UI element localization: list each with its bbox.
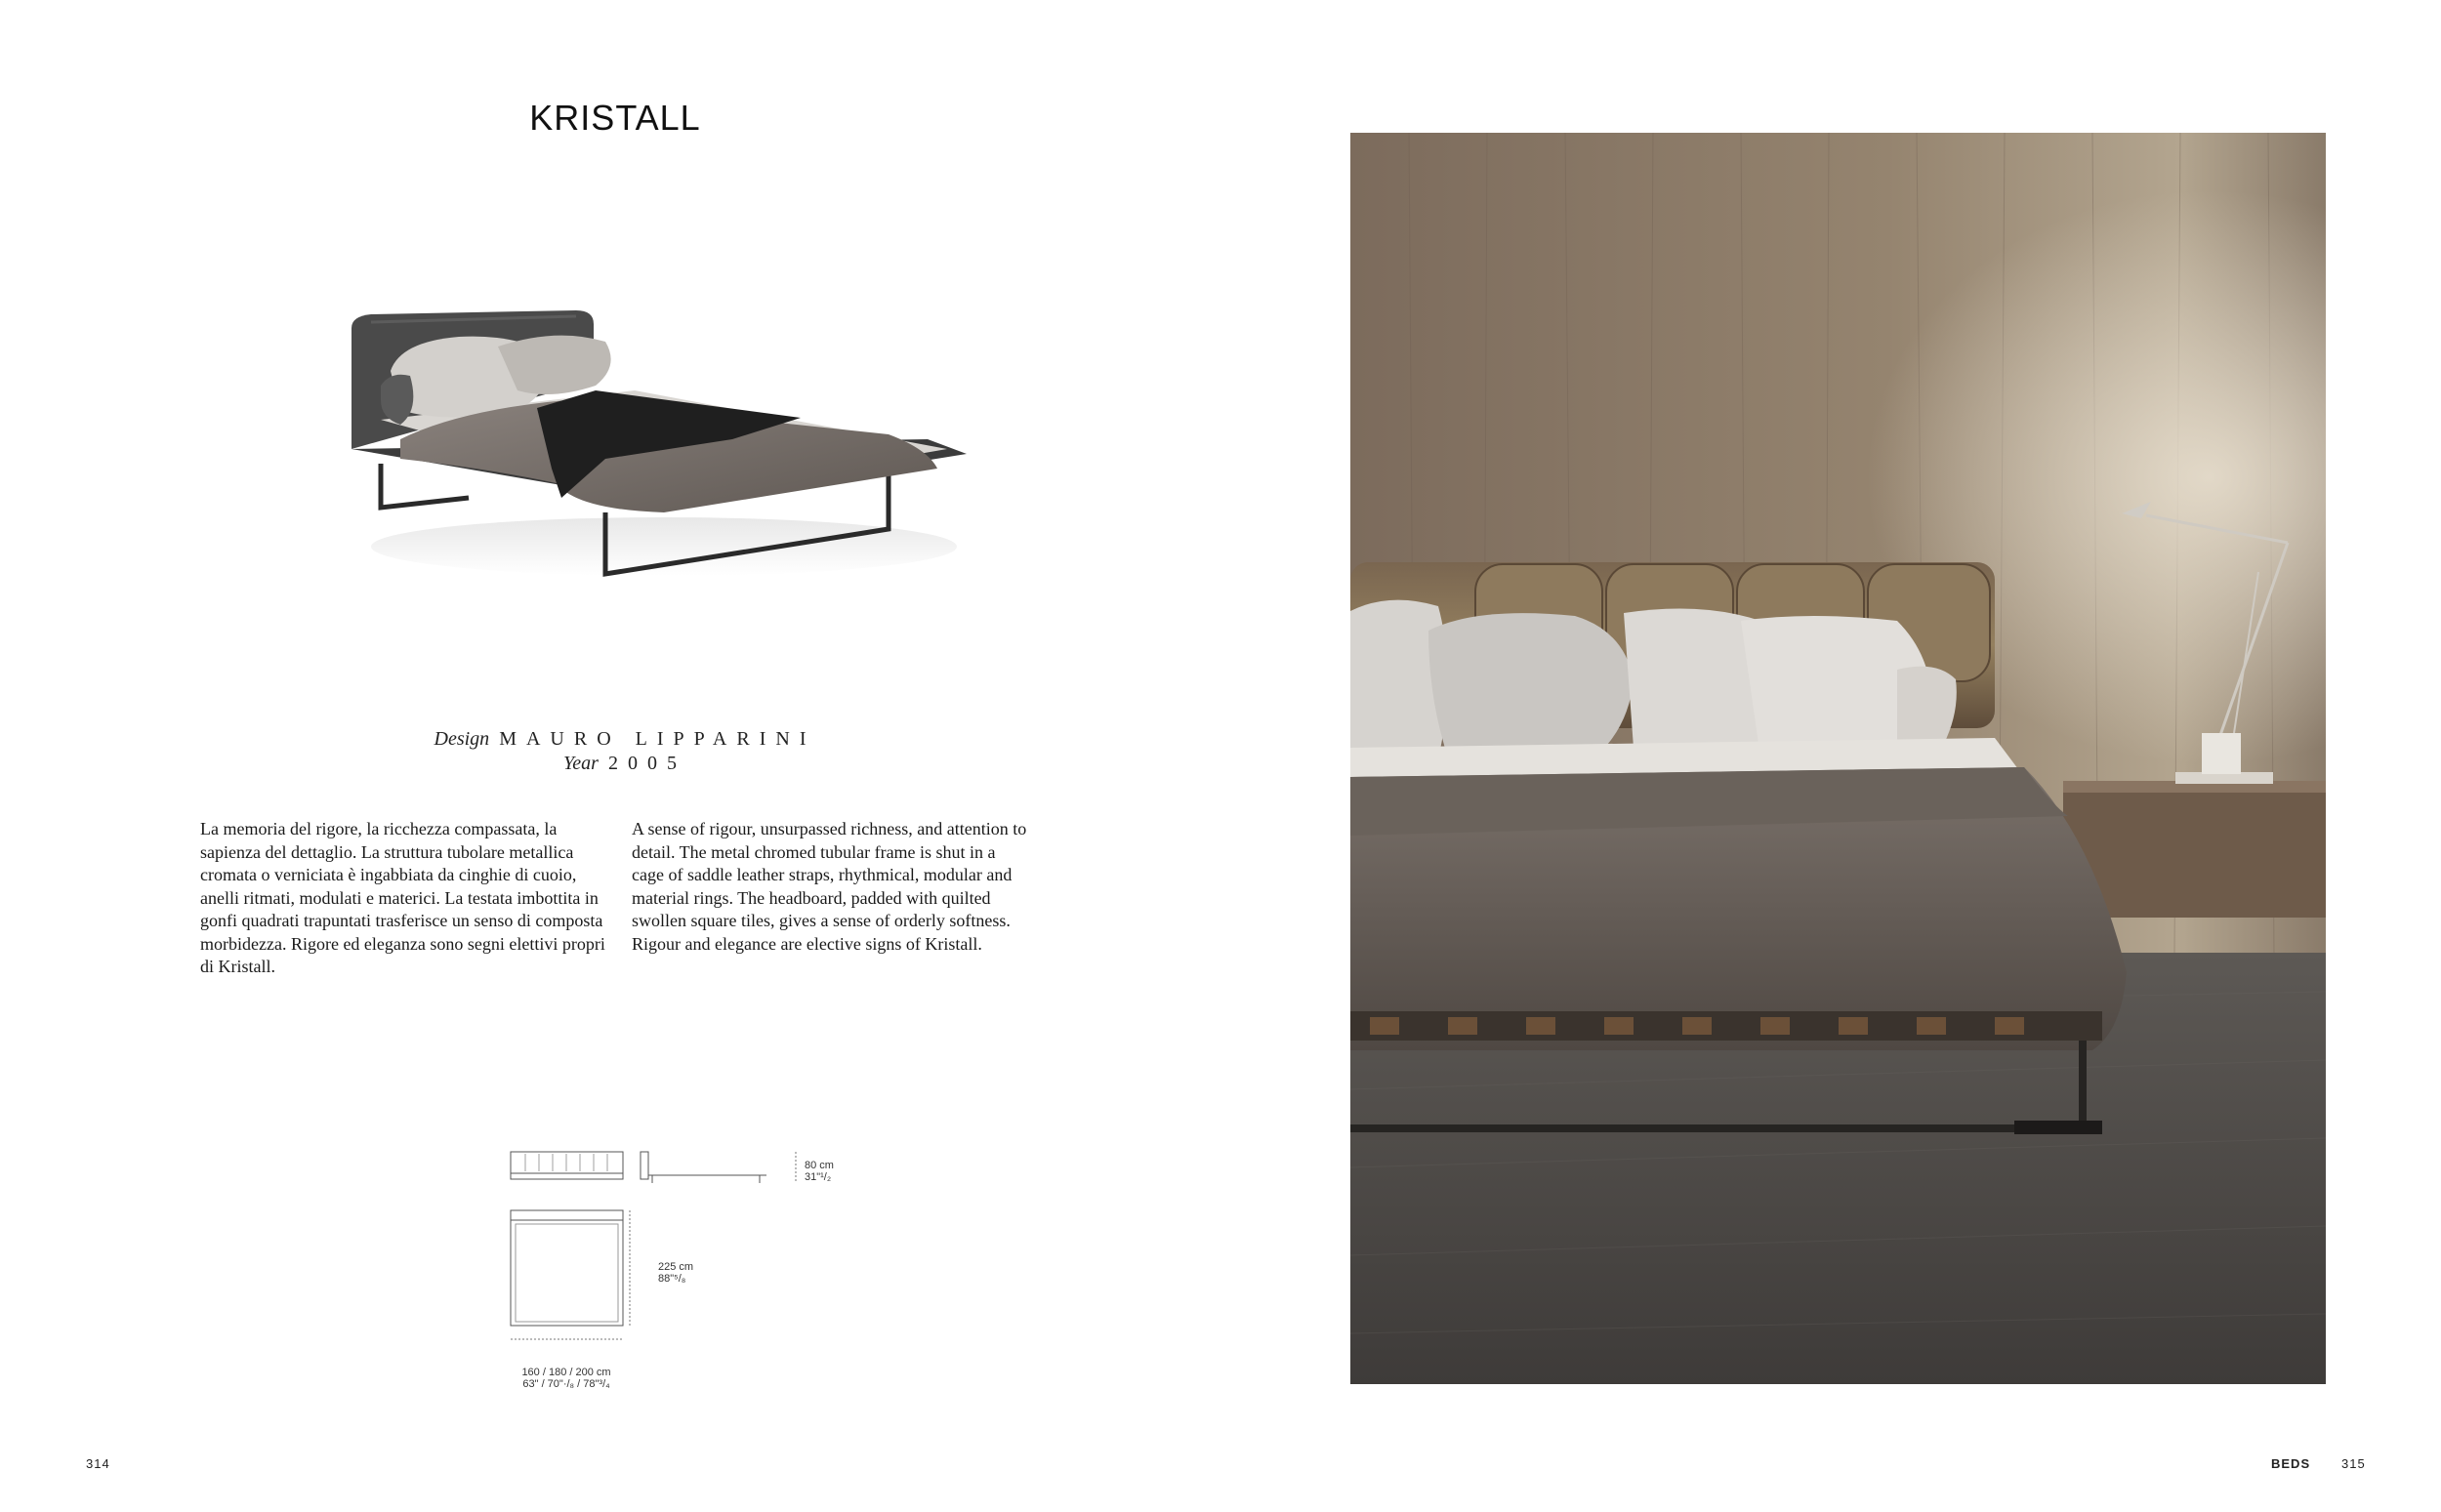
height-cm: 80 cm xyxy=(805,1160,834,1171)
design-credits xyxy=(332,727,918,776)
width-dimension xyxy=(493,1367,640,1390)
year-label: Year xyxy=(563,753,599,774)
designer-name: MAURO LIPPARINI xyxy=(499,728,816,750)
product-title: KRISTALL xyxy=(529,98,701,138)
section-label: BEDS xyxy=(2271,1456,2311,1471)
design-label: Design xyxy=(434,728,490,750)
bedroom-photo xyxy=(1350,133,2326,1384)
page-number-right: 315 xyxy=(2341,1456,2366,1471)
width-in: 63" / 70"·/₈ / 78"³/₄ xyxy=(522,1378,610,1390)
description-english: A sense of rigour, unsurpassed richness, and attention to detail. The metal chromed tubular frame is shut in a cage of saddle leather straps, rhythmical, modular and material rings. The headboard, padded with quilted swollen square tiles, gives a sense of orderly softness. Rigour and elegance are elective signs of Kristall. xyxy=(632,819,1027,954)
height-dimension xyxy=(805,1160,834,1183)
design-year: 2005 xyxy=(607,753,686,774)
length-cm: 225 cm xyxy=(658,1261,694,1273)
bed-product-image xyxy=(342,303,976,595)
page-number-left: 314 xyxy=(86,1456,110,1471)
length-in: 88"⁵/₈ xyxy=(658,1273,686,1285)
width-cm: 160 / 180 / 200 cm xyxy=(521,1367,611,1378)
length-dimension xyxy=(658,1261,693,1285)
height-in: 31"¹/₂ xyxy=(805,1171,832,1183)
description-italian: La memoria del rigore, la ricchezza compassata, la sapienza del dettaglio. La struttura tubolare metallica cromata o verniciata è ingabbiata da cinghie di cuoio, anelli ritmati, modulati e materici. La testata imbottita in gonfi quadrati trapuntati trasferisce un senso di composta morbidezza. Rigore ed eleganza sono segni elettivi propri di Kristall. xyxy=(200,819,605,976)
